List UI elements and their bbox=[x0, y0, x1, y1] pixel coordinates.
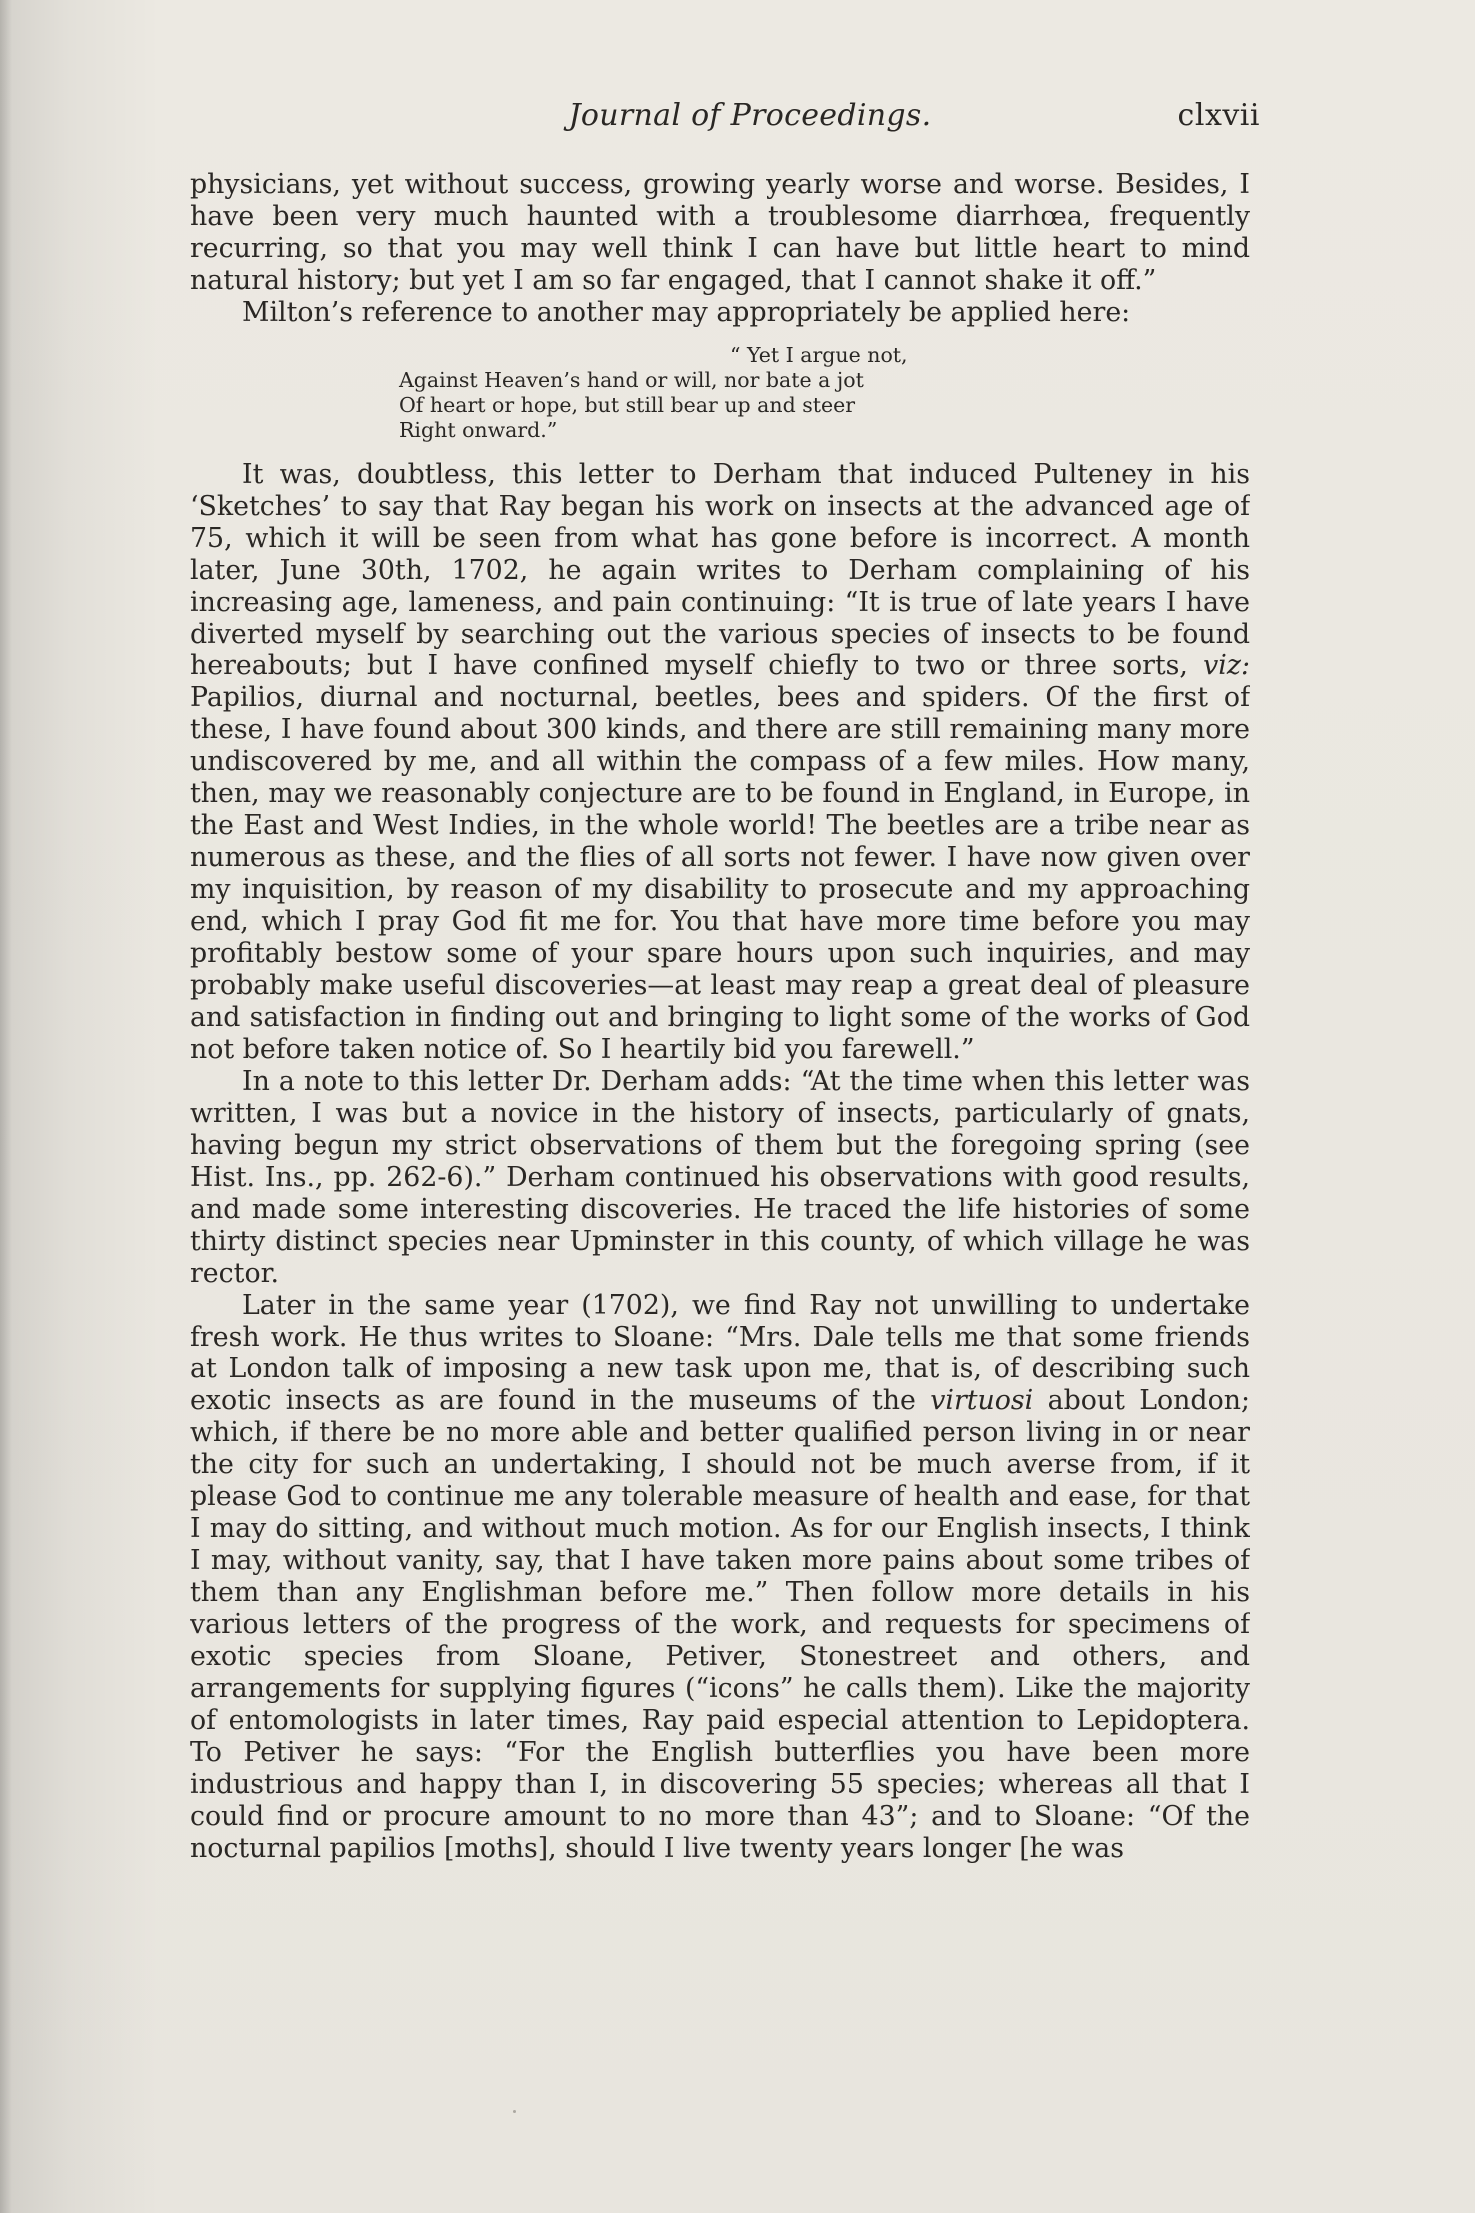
page-header bbox=[190, 96, 1260, 144]
verse-line: Against Heaven’s hand or will, nor bate a jot bbox=[399, 367, 864, 392]
paragraph-derham-note: In a note to this letter Dr. Derham adds: “At the time when this letter was written, I was but a novice in the history of insects, particularly of gnats, having begun my strict observations of them but the foregoing spring (see Hist. Ins., pp. 262-6).” Derham continued his observations with good results, and made some interesting discoveries. He traced the life histories of some thirty distinct species near Upminster in this county, of which village he was rector. bbox=[190, 1065, 1250, 1289]
paper-speck bbox=[513, 2110, 516, 2113]
paragraph-derham-letter bbox=[190, 459, 1250, 1066]
verse-line: “ Yet I argue not, bbox=[730, 342, 908, 367]
italic-viz: viz: bbox=[1203, 650, 1250, 682]
verse-quotation bbox=[399, 343, 929, 443]
paragraph-continued-quotation: physicians, yet without success, growing yearly worse and worse. Besides, I have been very much haunted with a troublesome diarrhœa, frequently recurring, so that you may well think I can have but little heart to mind natural history; but yet I am so far engaged, that I cannot shake it off.” bbox=[190, 169, 1250, 296]
text-block bbox=[190, 169, 1250, 2069]
page-number: clxvii bbox=[1177, 98, 1260, 133]
paragraph-sloane-letter bbox=[190, 1290, 1250, 1865]
paragraph-text: Papilios, diurnal and nocturnal, beetles, bees and spiders. Of the first of these, I have found about 300 kinds, and there are still remaining many more undiscovered by me, and all within the compass of a few miles. How many, then, may we reasonably conjecture are to be found in England, in Europe, in the East and West Indies, in the whole world! The beetles are a tribe near as numerous as these, and the flies of all sorts not fewer. I have now given over my inquisition, by reason of my disability to prosecute and my approaching end, which I pray God fit me for. You that have more time before you may profitably bestow some of your spare hours upon such inquiries, and may probably make useful discoveries—at least may reap a great deal of pleasure and satisfaction in finding out and bringing to light some of the works of God not before taken notice of. So I heartily bid you farewell.” bbox=[190, 682, 1250, 1065]
verse-line: Of heart or hope, but still bear up and steer bbox=[399, 392, 856, 417]
italic-virtuosi: virtuosi bbox=[930, 1385, 1034, 1417]
verse-line: Right onward.” bbox=[399, 417, 558, 442]
paragraph-text: It was, doubtless, this letter to Derham that induced Pulteney in his ‘Sketches’ to say that Ray began his work on insects at the advanced age of 75, which it will be seen from what has gone before is incorrect. A month later, June 30th, 1702, he again writes to Derham complaining of his increasing age, lameness, and pain continuing: “It is true of late years I have diverted myself by searching out the various species of insects to be found hereabouts; but I have confined myself chiefly to two or three sorts, bbox=[190, 458, 1250, 682]
paragraph-text: Later in the same year (1702), we find Ray not unwilling to undertake fresh work. He thus writes to Sloane: “Mrs. Dale tells me that some friends at London talk of imposing a new task upon me, that is, of describing such exotic insects as are found in the museums of the bbox=[190, 1289, 1250, 1417]
paragraph-milton-intro: Milton’s reference to another may appropriately be applied here: bbox=[242, 296, 1131, 328]
running-head: Journal of Proceedings. bbox=[568, 98, 932, 133]
paragraph-text: about London; which, if there be no more able and better qualified person living in or near the city for such an undertaking, I should not be much averse from, if it please God to continue me any tolerable measure of health and ease, for that I may do sitting, and without much motion. As for our English insects, I think I may, without vanity, say, that I have taken more pains about some tribes of them than any Englishman before me.” Then follow more details in his various letters of the progress of the work, and requests for specimens of exotic species from Sloane, Petiver, Stonestreet and others, and arrangements for supplying figures (“icons” he calls them). Like the majority of entomologists in later times, Ray paid especial attention to Lepidoptera. To Petiver he says: “For the English butterflies you have been more industrious and happy than I, in discovering 55 species; whereas all that I could find or procure amount to no more than 43”; and to Sloane: “Of the nocturnal papilios [moths], should I live twenty years longer [he was bbox=[190, 1385, 1250, 1864]
